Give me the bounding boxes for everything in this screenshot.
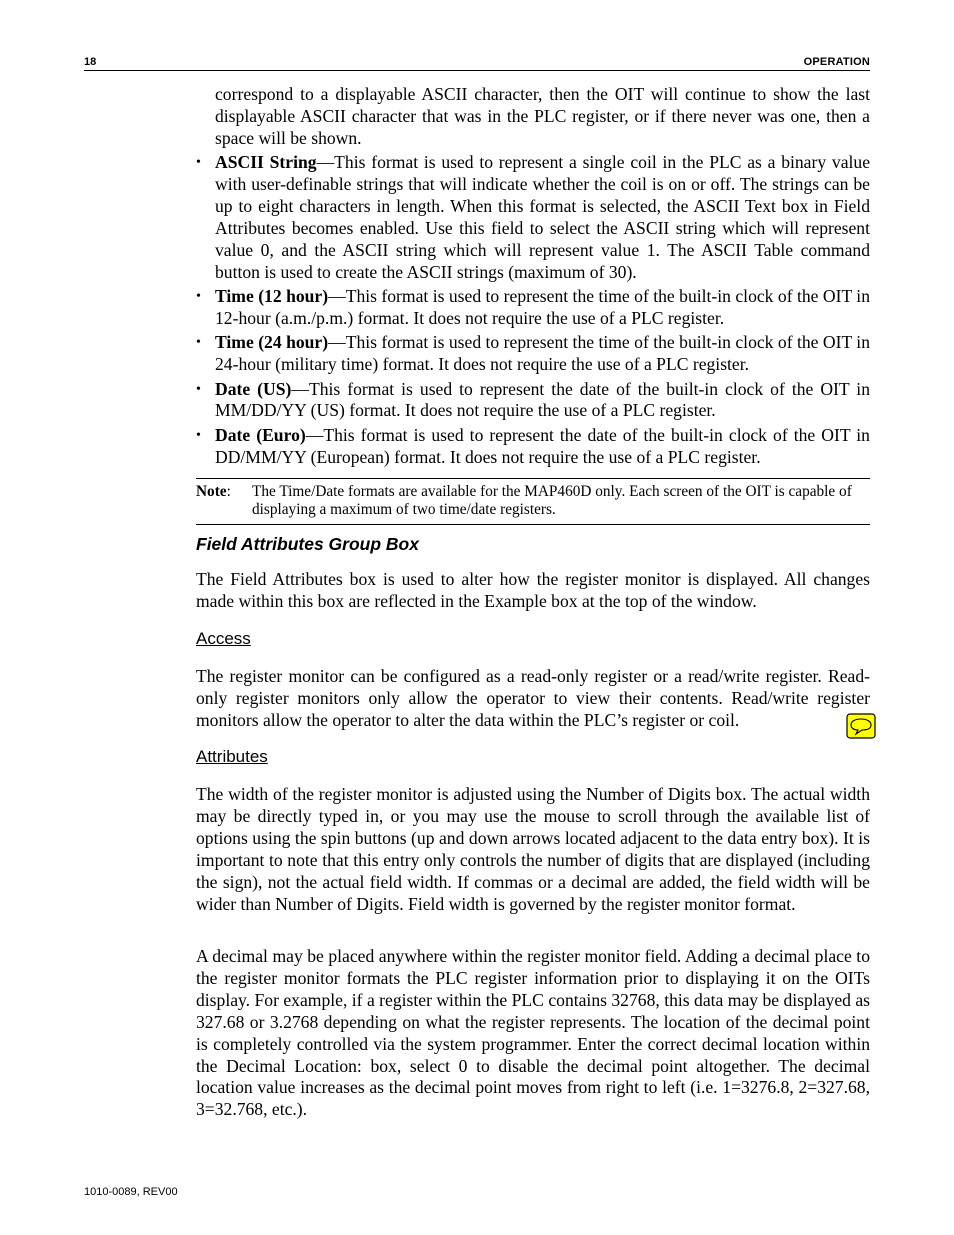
note-text: The Time/Date formats are available for the MAP460D only. Each screen of the OIT is capable of displaying a maximum of two time/date registers. bbox=[252, 483, 852, 518]
bullet-term: Time (24 hour) bbox=[215, 332, 329, 353]
note-label-text: Note bbox=[196, 483, 227, 500]
access-paragraph: The register monitor can be configured as a read-only register or a read/write register. Read-only register monitors only allow the operator to view their contents. Read/write register monitors allow the operator to alter the data within the PLC’s register or coil. bbox=[196, 666, 870, 730]
note-label bbox=[196, 483, 231, 501]
bullet-dot: • bbox=[196, 381, 201, 397]
bullet-term: Date (Euro) bbox=[215, 424, 306, 445]
section-heading: Field Attributes Group Box bbox=[196, 534, 419, 554]
bullet-dot: • bbox=[196, 288, 201, 304]
bullet-text: —This format is used to represent the time of the built-in clock of the OIT in 24-hour (military time) format. It does not require the use of a PLC register. bbox=[215, 332, 870, 375]
attributes-paragraph-2: A decimal may be placed anywhere within the register monitor field. Adding a decimal place to the register monitor formats the PLC register information prior to displaying it on the OITs display. For example, if a register within the PLC contains 32768, this data may be displayed as 327.68 or 3.2768 depending on what the register represents. The location of the decimal point is completely controlled via the system programmer. Enter the correct decimal location within the Decimal Location: box, select 0 to disable the decimal point altogether. The decimal location value increases as the decimal point moves from right to left (i.e. 1=3276.8, 2=327.68, 3=32.768, etc.). bbox=[196, 946, 870, 1120]
bullet-text: —This format is used to represent the time of the built-in clock of the OIT in 12-hour (a.m./p.m.) format. It does not require the use of a PLC register. bbox=[215, 285, 870, 328]
subsection-heading-access: Access bbox=[196, 629, 251, 648]
bullet-text: —This format is used to represent the date of the built-in clock of the OIT in MM/DD/YY (US) format. It does not require the use of a PLC register. bbox=[215, 378, 870, 421]
field-attributes-intro: The Field Attributes box is used to alter how the register monitor is displayed. All changes made within this box are reflected in the Example box at the top of the window. bbox=[196, 569, 870, 611]
bullet-text: —This format is used to represent the date of the built-in clock of the OIT in DD/MM/YY (European) format. It does not require the use of a PLC register. bbox=[215, 424, 870, 467]
header-rule bbox=[84, 70, 870, 71]
section-title: OPERATION bbox=[803, 56, 870, 68]
note-colon: : bbox=[226, 483, 231, 500]
bullet-term: ASCII String bbox=[215, 152, 317, 172]
bullet-text: —This format is used to represent a single coil in the PLC as a binary value with user-definable strings that will indicate whether the coil is on or off. The strings can be up to eight characters in length. When this format is selected, the ASCII Text box in Field Attributes becomes enabled. Use this field to select the ASCII string which will represent value 0, and the ASCII string which will represent value 1. The ASCII Table command button is used to create the ASCII strings (maximum of 30). bbox=[215, 152, 871, 282]
bullet-date-euro bbox=[196, 425, 870, 469]
bullet-dot: • bbox=[196, 155, 201, 170]
bullet-dot: • bbox=[196, 335, 201, 351]
bullet-time-24 bbox=[196, 332, 870, 376]
bullet-term: Time (12 hour) bbox=[215, 285, 329, 306]
footer-doc-id: 1010-0089, REV00 bbox=[84, 1186, 178, 1198]
attributes-paragraph-1: The width of the register monitor is adjusted using the Number of Digits box. The actual width may be directly typed in, or you may use the mouse to scroll through the available list of options using the spin buttons (up and down arrows located adjacent to the data entry box). It is important to note that this entry only controls the number of digits that are displayed (including the sign), not the actual field width. If commas or a decimal are added, the field width will be wider than Number of Digits. Field width is governed by the register monitor format. bbox=[196, 784, 870, 914]
note-box bbox=[196, 478, 870, 525]
bullet-dot: • bbox=[196, 427, 201, 443]
page-number: 18 bbox=[84, 56, 97, 68]
intro-continuation: correspond to a displayable ASCII character, then the OIT will continue to show the last displayable ASCII character that was in the PLC register, or if there never was one, then a space will be shown. bbox=[215, 84, 870, 148]
bullet-time-12 bbox=[196, 286, 870, 330]
subsection-heading-attributes: Attributes bbox=[196, 747, 268, 766]
bullet-term: Date (US) bbox=[215, 378, 292, 399]
bullet-ascii-string bbox=[196, 152, 870, 283]
bullet-date-us bbox=[196, 379, 870, 423]
format-bullet-list bbox=[196, 152, 870, 471]
comment-icon[interactable] bbox=[846, 713, 876, 739]
